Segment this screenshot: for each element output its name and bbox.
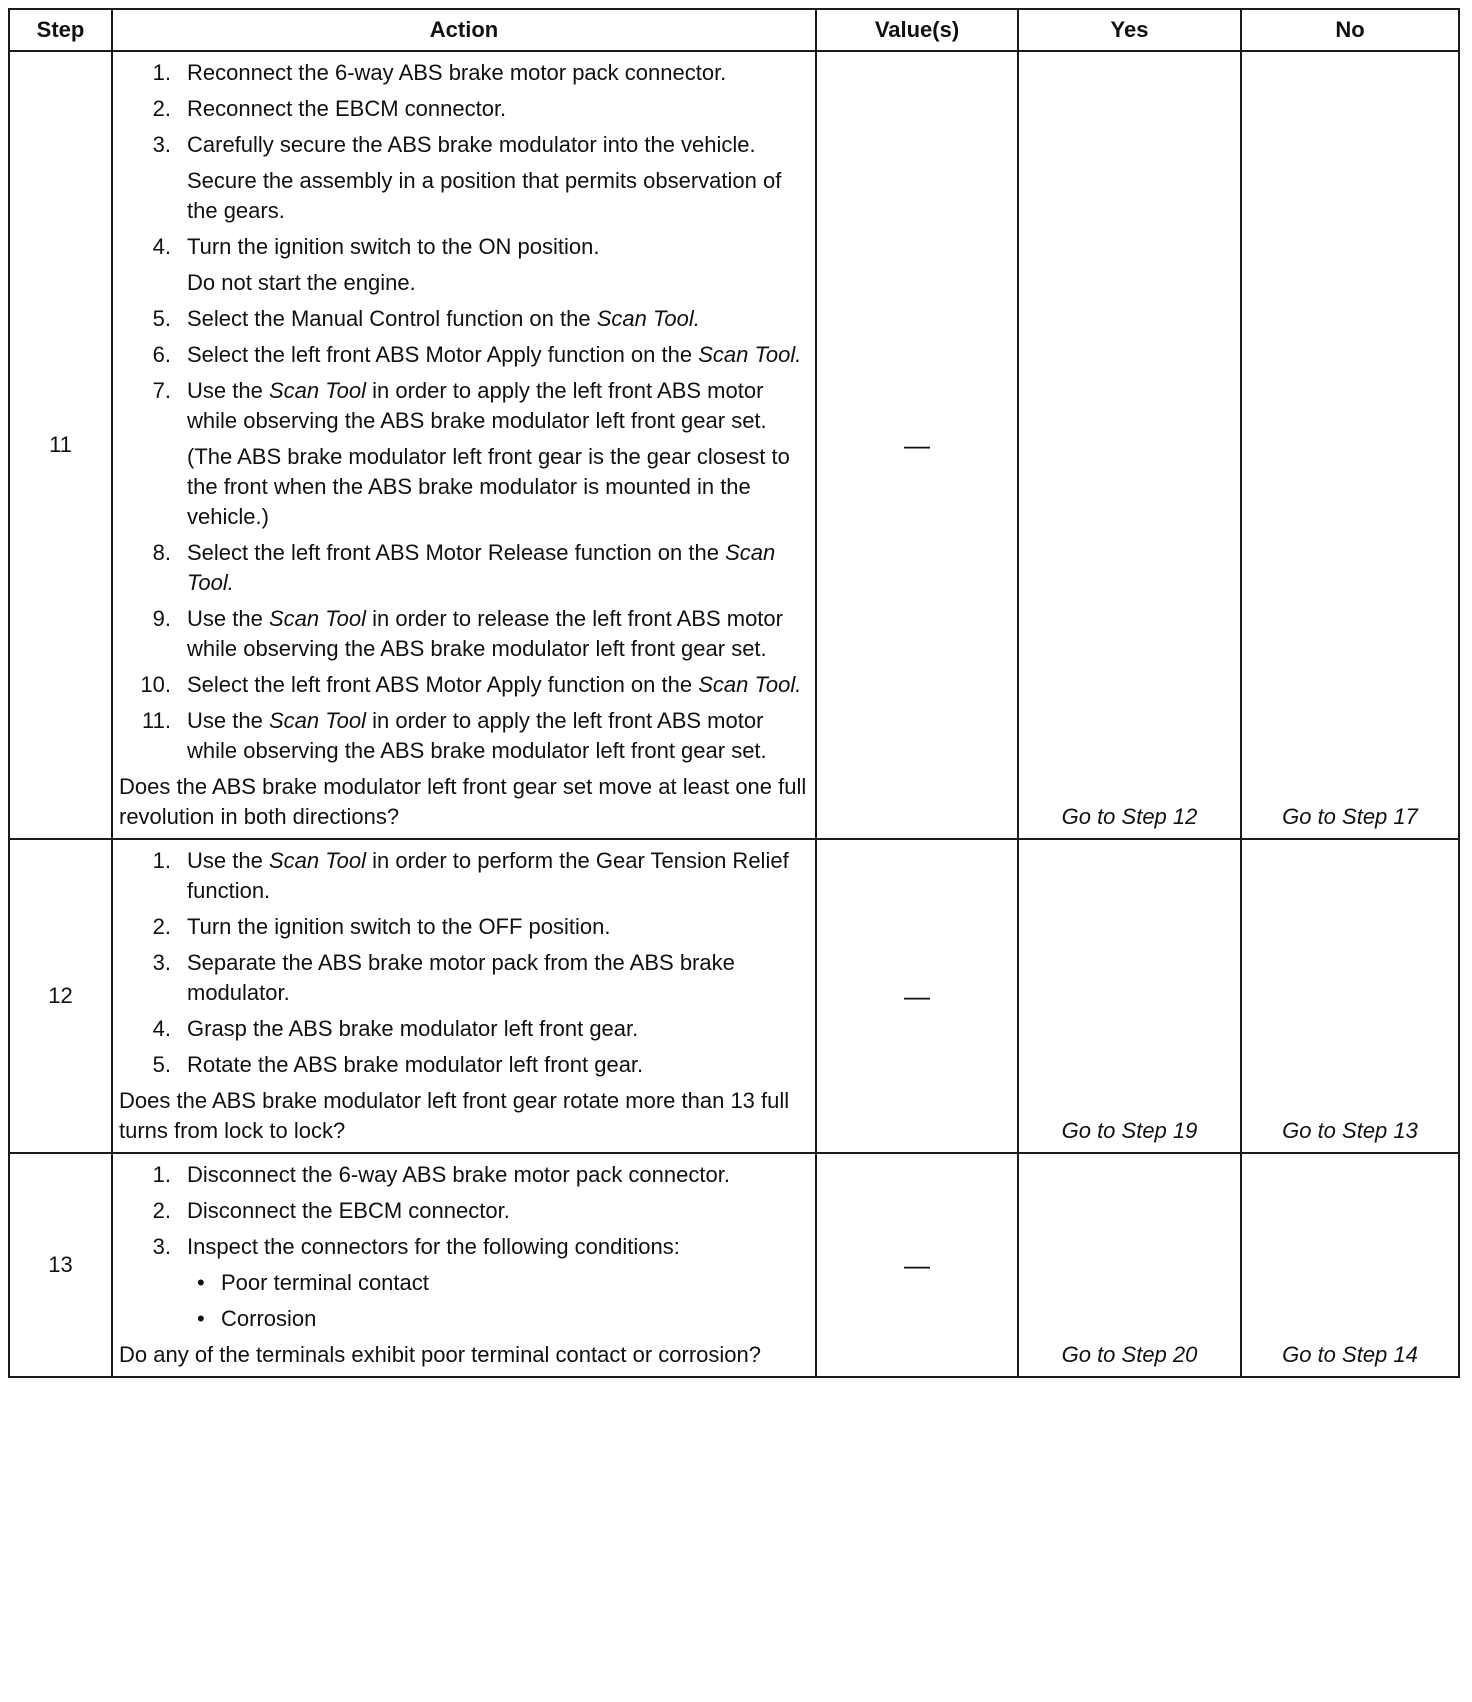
yes-link[interactable]: Go to Step 20 <box>1018 1153 1241 1377</box>
no-link[interactable]: Go to Step 14 <box>1241 1153 1459 1377</box>
no-link[interactable]: Go to Step 13 <box>1241 839 1459 1153</box>
header-step: Step <box>9 9 112 51</box>
no-link[interactable]: Go to Step 17 <box>1241 51 1459 839</box>
question: Do any of the terminals exhibit poor terminal contact or corrosion? <box>119 1342 761 1367</box>
question: Does the ABS brake modulator left front gear set move at least one full revolution in both directions? <box>119 774 807 829</box>
step-number: 13 <box>9 1153 112 1377</box>
header-action: Action <box>112 9 816 51</box>
yes-link[interactable]: Go to Step 19 <box>1018 839 1241 1153</box>
list-item: 2. Reconnect the EBCM connector. <box>152 96 507 121</box>
action-cell <box>112 1153 816 1377</box>
note: Do not start the engine. <box>187 270 416 295</box>
list-item: 7. Use the Scan Tool in order to apply the left front ABS motor while observing the ABS brake modulator left front gear set. (The ABS brake modulator left front gear is the gear closest to the front when the ABS brake modulator is mounted in the vehicle.) <box>119 376 809 532</box>
list-item: 2. Disconnect the EBCM connector. <box>152 1198 510 1223</box>
list-item: 4. Turn the ignition switch to the ON position. Do not start the engine. <box>119 232 809 298</box>
step-number: 11 <box>9 51 112 839</box>
value-cell: — <box>816 51 1018 839</box>
action-cell <box>112 839 816 1153</box>
header-yes: Yes <box>1018 9 1241 51</box>
header-no: No <box>1241 9 1459 51</box>
action-cell <box>112 51 816 839</box>
step-number: 12 <box>9 839 112 1153</box>
action-list <box>119 58 809 766</box>
note: (The ABS brake modulator left front gear is the gear closest to the front when the ABS brake modulator is mounted in the vehicle.) <box>187 444 790 529</box>
list-item: 1. Use the Scan Tool in order to perform the Gear Tension Relief function. <box>152 848 789 903</box>
header-values: Value(s) <box>816 9 1018 51</box>
list-item: 11. Use the Scan Tool in order to apply the left front ABS motor while observing the ABS brake modulator left front gear set. <box>142 708 767 763</box>
list-item: 3. Carefully secure the ABS brake modulator into the vehicle. Secure the assembly in a position that permits observation of the gears. <box>119 130 809 226</box>
question: Does the ABS brake modulator left front gear rotate more than 13 full turns from lock to lock? <box>119 1088 790 1143</box>
table-row-step-12 <box>9 839 1459 1153</box>
list-item: 1. Disconnect the 6-way ABS brake motor pack connector. <box>152 1162 730 1187</box>
table-row-step-13 <box>9 1153 1459 1377</box>
list-item: 1. Reconnect the 6-way ABS brake motor pack connector. <box>152 60 727 85</box>
diagnostic-table-page <box>8 8 1458 1378</box>
note: Secure the assembly in a position that permits observation of the gears. <box>187 168 782 223</box>
condition-item: • Corrosion <box>187 1304 809 1334</box>
list-item: 5. Select the Manual Control function on the Scan Tool. <box>152 306 700 331</box>
list-item: 3. Separate the ABS brake motor pack from the ABS brake modulator. <box>152 950 735 1005</box>
action-list <box>119 1160 809 1334</box>
header-row <box>9 9 1459 51</box>
yes-link[interactable]: Go to Step 12 <box>1018 51 1241 839</box>
value-cell: — <box>816 839 1018 1153</box>
list-item: 4. Grasp the ABS brake modulator left front gear. <box>152 1016 639 1041</box>
action-list <box>119 846 809 1080</box>
table-row-step-11 <box>9 51 1459 839</box>
value-cell: — <box>816 1153 1018 1377</box>
condition-item: • Poor terminal contact <box>187 1268 809 1298</box>
list-item: 9. Use the Scan Tool in order to release the left front ABS motor while observing the ABS brake modulator left front gear set. <box>152 606 783 661</box>
list-item: 6. Select the left front ABS Motor Apply function on the Scan Tool. <box>152 342 802 367</box>
diagnostic-table <box>8 8 1460 1378</box>
conditions-list <box>187 1268 809 1334</box>
list-item: 5. Rotate the ABS brake modulator left front gear. <box>152 1052 644 1077</box>
list-item: 3. Inspect the connectors for the following conditions: • Poor terminal contact • Corrosion <box>119 1232 809 1334</box>
list-item: 8. Select the left front ABS Motor Release function on the Scan Tool. <box>152 540 776 595</box>
list-item: 10. Select the left front ABS Motor Apply function on the Scan Tool. <box>140 672 802 697</box>
list-item: 2. Turn the ignition switch to the OFF position. <box>152 914 611 939</box>
